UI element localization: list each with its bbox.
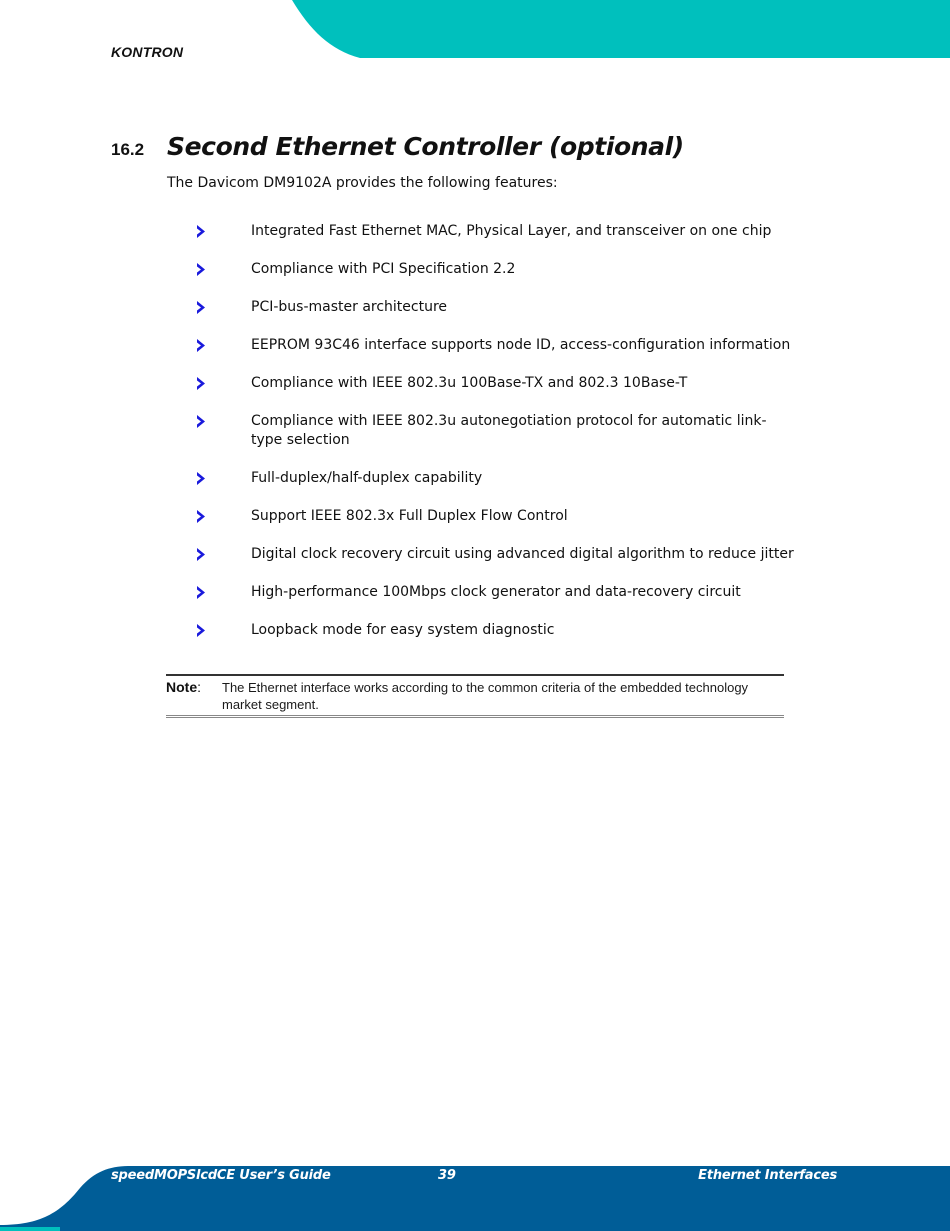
list-item <box>196 545 796 564</box>
note-label-colon: : <box>197 679 202 695</box>
list-item-text: PCI-bus-master architecture <box>251 299 448 315</box>
note-label-text: Note <box>166 679 198 695</box>
note-label <box>166 679 222 713</box>
list-item <box>196 260 796 279</box>
list-item-text: Digital clock recovery circuit using advanced digital algorithm to reduce jitter <box>251 546 794 562</box>
chevron-right-icon <box>196 548 206 561</box>
chevron-right-icon <box>196 472 206 485</box>
list-item <box>196 583 796 602</box>
list-item <box>196 412 796 450</box>
footer-document-title: speedMOPSlcdCE User’s Guide <box>111 1168 331 1183</box>
note-box <box>166 674 784 718</box>
list-item-text: Compliance with IEEE 802.3u 100Base-TX and 802.3 10Base-T <box>251 375 688 391</box>
list-item <box>196 336 796 355</box>
feature-list <box>196 222 796 659</box>
brand-name: KONTRON <box>111 44 184 60</box>
list-item-text: Loopback mode for easy system diagnostic <box>251 622 555 638</box>
chevron-right-icon <box>196 586 206 599</box>
chevron-right-icon <box>196 339 206 352</box>
chevron-right-icon <box>196 377 206 390</box>
chevron-right-icon <box>196 263 206 276</box>
note-text: The Ethernet interface works according to the common criteria of the embedded technology market segment. <box>222 680 749 712</box>
list-item <box>196 469 796 488</box>
footer-chapter-title: Ethernet Interfaces <box>698 1168 837 1183</box>
list-item <box>196 374 796 393</box>
section-intro: The Davicom DM9102A provides the following features: <box>167 175 558 191</box>
section-heading <box>111 132 684 161</box>
list-item-text: EEPROM 93C46 interface supports node ID, access-configuration information <box>251 337 791 353</box>
chevron-right-icon <box>196 225 206 238</box>
chevron-right-icon <box>196 510 206 523</box>
list-item-text: Compliance with IEEE 802.3u autonegotiation protocol for automatic link- type selection <box>251 413 767 448</box>
chevron-right-icon <box>196 415 206 428</box>
section-number: 16.2 <box>111 140 145 159</box>
list-item-text: High-performance 100Mbps clock generator and data-recovery circuit <box>251 584 741 600</box>
footer-page-number: 39 <box>438 1168 456 1183</box>
list-item-text: Support IEEE 802.3x Full Duplex Flow Control <box>251 508 568 524</box>
section-title: Second Ethernet Controller (optional) <box>167 132 684 161</box>
chevron-right-icon <box>196 624 206 637</box>
chevron-right-icon <box>196 301 206 314</box>
list-item-text: Integrated Fast Ethernet MAC, Physical Layer, and transceiver on one chip <box>251 223 772 239</box>
list-item <box>196 298 796 317</box>
list-item-text: Compliance with PCI Specification 2.2 <box>251 261 516 277</box>
list-item-text: Full-duplex/half-duplex capability <box>251 470 483 486</box>
list-item <box>196 621 796 640</box>
list-item <box>196 222 796 241</box>
list-item <box>196 507 796 526</box>
